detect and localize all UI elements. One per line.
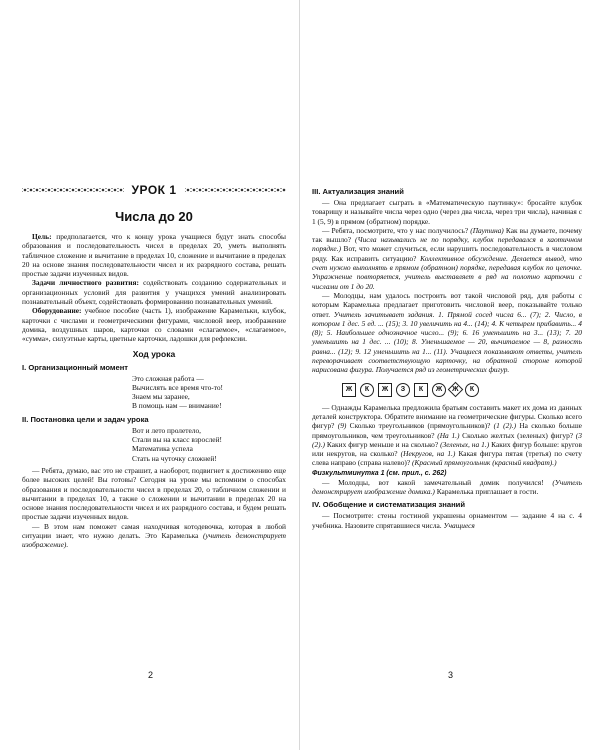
body-paragraph: — Она предлагает сыграть в «Математическую паутинку»: бросайте клубок товарищу и называйте числа через одно (через два числа, через три числа), начиная с 1 (5, 9) в прямом (обратном) порядке. (312, 198, 582, 226)
text-run: Сколько желтых (зеленых) фигур? (462, 430, 574, 440)
ornament-left (22, 188, 124, 192)
shape-card (378, 383, 392, 397)
equipment-label: Оборудование: (32, 306, 82, 316)
answer: (9) (337, 421, 347, 431)
body-paragraph (312, 291, 582, 375)
shape-card (360, 383, 374, 397)
text-run: На сколько больше прямоугольников, чем треугольников? (312, 421, 582, 440)
poem-line: Стали вы на класс взрослей! (132, 435, 222, 445)
answer: (На 1.) (437, 430, 460, 440)
tasks-paragraph (22, 278, 286, 306)
poem-line: Знаем мы заранее, (132, 392, 190, 402)
poem-line: В помощь нам — внимание! (132, 401, 222, 411)
tasks-text: содействовать созданию содержательных и организационных условий для развития у учащихся умений анализировать познавательный объект, содействовать формированию познавательных умений. (22, 278, 286, 307)
shape-card (432, 383, 446, 397)
lesson-title: УРОК 1 (131, 183, 177, 197)
shape-letter: Ж (345, 386, 353, 394)
section-2-heading: II. Постановка цели и задач урока (22, 414, 149, 424)
shape-card (465, 383, 479, 397)
poem-2 (132, 426, 286, 463)
tasks-label: Задачи личностного развития: (32, 278, 139, 288)
physical-minute: Физкультминутка 1 (см. прил., с. 262) (312, 469, 447, 477)
answer: (Некругов, на 1.) (400, 449, 456, 459)
answer: (3 (2).) (312, 430, 582, 449)
goal-text: предполагается, что к концу урока учащиеся будут знать способы образования и последовательность чисел в пределах 20, уметь выполнять табличное сложение и вычитание в пределах 10, сложение и вычитание в пределах 20 на основе знания последовательности чисел и их разрядного состава, решать простые задачи изученных видов. (22, 232, 286, 279)
text-run: Сколько треугольников (прямоугольников)? (349, 421, 491, 431)
text-run: — Молодцы, вот какой замечательный домик получился! (322, 477, 544, 487)
text-run: — Однажды Карамелька предложила братьям составить макет их дома из данных деталей конструктора. Обратите внимание на геометрические фигуры. Сколько всего фигур? (312, 402, 582, 431)
text-run: — В этом нам поможет самая находчивая котодевочка, которая в любой ситуации знает, что нужно делать. Это Карамелька (22, 521, 286, 541)
teacher-note: (Учитель демонстрирует изображение домика.) (312, 477, 582, 497)
shape-letter: К (418, 386, 424, 394)
answer: (Зеленых, на 1.) (440, 439, 490, 449)
shape-letter: З (400, 386, 406, 394)
text-run: Каких фигур больше: кругов или некругов, на сколько? (312, 439, 582, 459)
shape-letter: Ж (435, 386, 443, 394)
equipment-text: учебное пособие (часть 1), изображение Карамельки, клубок, карточки с числами и геометрическими фигурами, числовой веер, изображение домика, воздушных шаров, карточки со словами «слагаемое», «слагаемое», «сумма», силуэтные карты, цветные карточки, ладошки для рефлексии. (22, 306, 286, 344)
section-1-heading: I. Организационный момент (22, 362, 129, 372)
body-paragraph (22, 522, 286, 550)
text-run: Какая фигура пятая (третья) по счету слева направо (справа налево)? (312, 449, 582, 468)
course-heading: Ход урока (132, 348, 176, 359)
text-run: — Молодцы, нам удалось построить вот такой числовой ряд, для работы с которым Карамелька предлагает приготовить числовой веер, показывайте только ответ. (312, 290, 582, 319)
goal-paragraph (22, 232, 286, 278)
shape-card (448, 382, 464, 398)
equipment-paragraph (22, 306, 286, 343)
text-run: Как вы думаете, почему так вышло? (312, 225, 582, 245)
text-run: Вот, что может случиться, если нарушить последовательность в числовом ряду. Как исправить ситуацию? (312, 244, 582, 263)
answer: (Красный прямоугольник (красный квадрат).) (412, 458, 557, 468)
ornament-right (185, 188, 287, 192)
body-paragraph (312, 226, 582, 291)
section-3-heading: III. Актуализация знаний (312, 187, 404, 196)
right-page (300, 0, 600, 750)
text-run: Учащиеся (443, 520, 475, 530)
shape-row (342, 383, 582, 397)
shape-letter: К (469, 386, 475, 394)
poem-line: Вычислять все время что-то! (132, 382, 224, 392)
text-run: — Посмотрите: стены гостиной украшены орнаментом — задание 4 на с. 4 учебника. Назовите спрятавшиеся числа. (312, 511, 582, 530)
poem-1 (132, 374, 286, 411)
shape-card (414, 383, 428, 397)
shape-card (342, 383, 356, 397)
page-number-right: 3 (448, 670, 454, 680)
answer: (Паутина) (470, 225, 504, 235)
shape-letter: К (364, 386, 370, 394)
page-number-left: 2 (148, 670, 154, 680)
shape-letter: Ж (452, 386, 459, 394)
poem-line: Вот и лето пролетело, (132, 425, 202, 435)
text-run: Карамелька приглашает в гости. (436, 487, 539, 497)
shape-letter: Ж (381, 386, 389, 394)
text-run: Каких фигур меньше и на сколько? (326, 439, 439, 449)
poem-line: Это сложная работа — (132, 373, 204, 383)
lesson-header (22, 183, 286, 197)
topic-title: Числа до 20 (115, 209, 193, 224)
body-paragraph (312, 511, 582, 530)
teacher-note: Учитель зачитывает задания. 1. Прямой сосед числа 6... (7); 2. Число, в котором 1 дес. 5 ед. ... (15); 3. 10 увеличить на 4... (14); 4. К четырем прибавить... 4 (8); 5. Наибольшее однозначное число... (9); 6. 16 уменьшить на 3... (13); 7. 20 уменьшить на 1 дес. ... (10); 8. Уменьшаемое — 20, вычитаемое — 8, разность равна... (12); 9. 12 уменьшить на 1... (11). Учащиеся показывают ответы, учитель переворачивает соответствующую карточку, на обратной стороне которой нарисована фигура. Получается ряд из геометрических фигур. (312, 309, 582, 375)
body-paragraph (312, 403, 582, 468)
poem-line: Стать на чуточку сложней! (132, 453, 217, 463)
answer: (Числа назывались не по порядку, клубок передавался в хаотичном порядке.) (312, 235, 582, 254)
teacher-note: (учитель демонстрирует изображение). (22, 531, 286, 550)
shape-card (396, 383, 410, 397)
answer: (1 (2).) (493, 421, 517, 431)
body-paragraph (312, 478, 582, 497)
teacher-note: Коллективное обсуждение. Делается вывод, что счет нужно выполнять в прямом (обратном) порядке, передавая клубок по цепочке. Упражнение повторяется, учитель выставляет в ряд на полотно карточки с числами от 1 до 20. (312, 253, 582, 291)
goal-label: Цель: (32, 232, 52, 241)
body-paragraph: — Ребята, думаю, вас это не страшит, а наоборот, подвигнет к достижению еще более высоких целей! Вы готовы? Сегодня на уроке мы вспомним о способах образования и последовательности чисел в пределах 20, о табличном сложении и вычитании в пределах 10, а также о сложении и вычитании в пределах 20 на основе знания последовательности чисел и их разрядного состава, и будем решать простые задачи изученных видов. (22, 465, 286, 522)
section-4-heading: IV. Обобщение и систематизация знаний (312, 500, 465, 510)
text-run: — Ребята, посмотрите, что у нас получилось? (322, 225, 469, 235)
poem-line: Математика успела (132, 444, 193, 454)
